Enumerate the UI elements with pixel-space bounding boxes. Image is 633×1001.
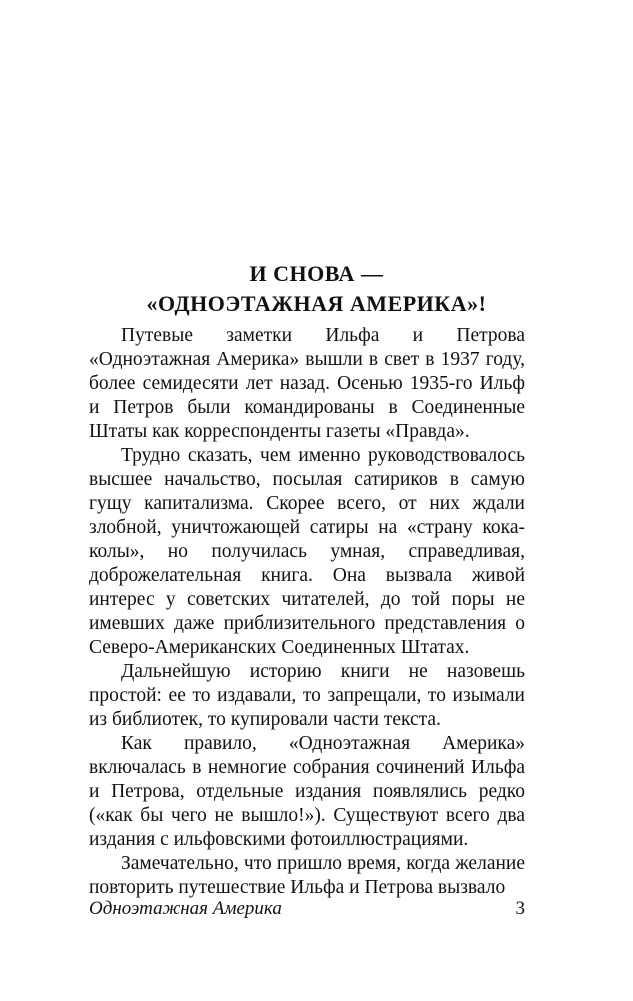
paragraph: Замечательно, что пришло время, когда желание повторить путешествие Ильфа и Петрова вызвало — [89, 853, 525, 898]
paragraph: Дальнейшую историю книги не назовешь простой: ее то издавали, то запрещали, то изымали из библиотек, то купировали части текста. — [89, 661, 525, 730]
body-text — [89, 324, 525, 900]
page-number: 3 — [515, 898, 525, 919]
chapter-heading-line-2: «ОДНОЭТАЖНАЯ АМЕРИКА»! — [146, 291, 487, 316]
paragraph: Трудно сказать, чем именно руководствовалось высшее начальство, посылая сатириков в самую гущу капитализма. Скорее всего, от них ждали злобной, уничтожающей сатиры на «страну кока-колы», но получилась умная, справедливая, доброжелательная книга. Она вызвала живой интерес у советских читателей, до той поры не имевших даже приблизительного представления о Северо-Американских Соединенных Штатах. — [89, 445, 525, 658]
running-title: Одноэтажная Америка — [89, 898, 282, 919]
chapter-heading-line-1: И СНОВА — — [249, 261, 384, 286]
paragraph: Путевые заметки Ильфа и Петрова «Одноэтажная Америка» вышли в свет в 1937 году, более семидесяти лет назад. Осенью 1935-го Ильф и Петров были командированы в Соединенные Штаты как корреспонденты газеты «Правда». — [89, 325, 525, 442]
paragraph: Как правило, «Одноэтажная Америка» включалась в немногие собрания сочинений Ильфа и Петрова, отдельные издания появлялись редко («как бы чего не вышло!»). Существуют всего два издания с ильфовскими фотоиллюстрациями. — [89, 733, 525, 850]
